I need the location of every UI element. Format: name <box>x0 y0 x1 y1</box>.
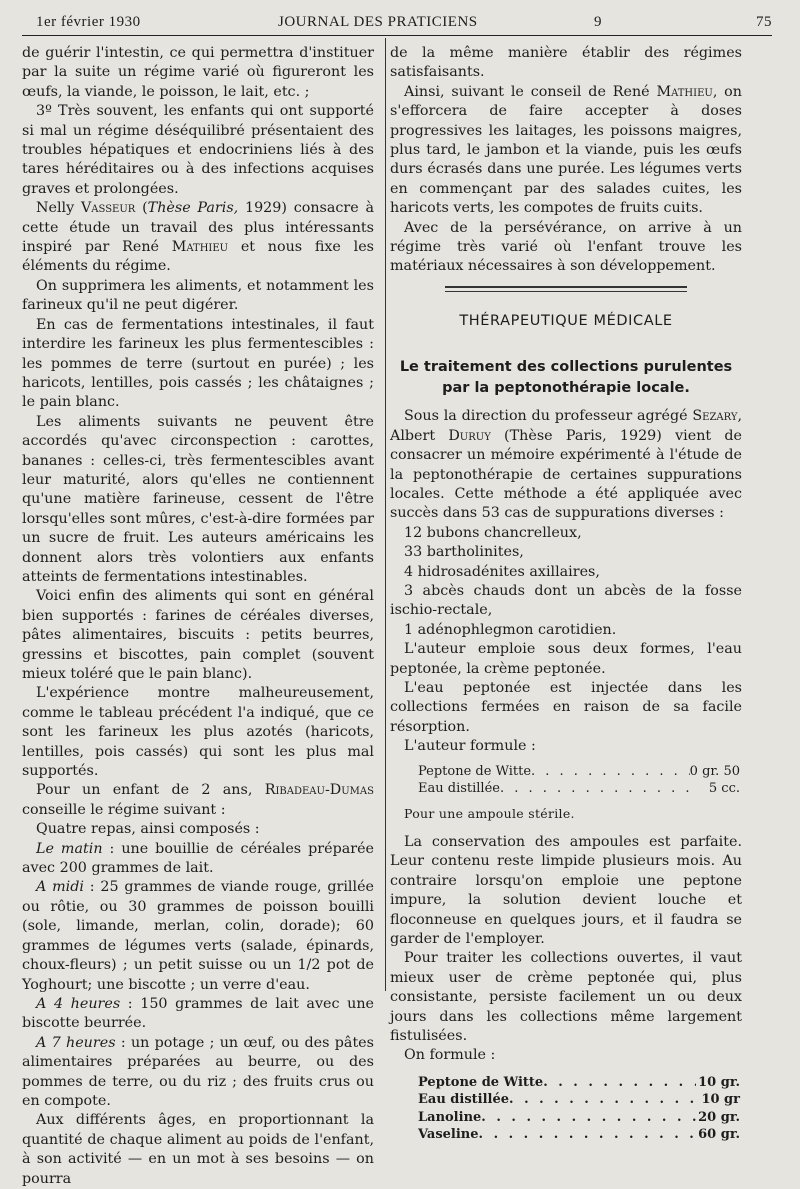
formula-row: Lanoline . . . 20 gr. <box>418 1109 740 1127</box>
paragraph: La conservation des ampoules est parfaite. Leur contenu reste limpide plusieurs mois. Au contraire lorsqu'on emploie une peptone impure, la solution devient louche et floconneuse en quelques jours, et il faudra se garder de l'employer. <box>390 834 742 948</box>
case-item: 4 hidrosadénites axillaires, <box>404 563 600 580</box>
paragraph: Sous la direction du professeur agrégé Sezary, Albert Duruy (Thèse Paris, 1929) vient de consacrer un mémoire expérimenté à l'étude de la peptonothérapie de certaines suppurations locales. Cette méthode a été appliquée avec succès dans 53 cas de suppurations diverses : <box>390 408 743 522</box>
article-title: Le traitement des collections purulentes par la peptonothérapie locale. <box>399 359 733 397</box>
running-header <box>36 14 772 36</box>
paragraph: Aux différents âges, en proportionnant la quantité de chaque aliment au poids de l'enfant, à son activité — en un mot à ses besoins — on pourra <box>22 1112 374 1187</box>
journal-title: JOURNAL DES PRATICIENS <box>278 14 478 30</box>
paragraph: de guérir l'intestin, ce qui permettra d'instituer par la suite un régime varié où figureront les œufs, la viande, le poisson, le lait, etc. ; <box>22 45 374 100</box>
paragraph: Ainsi, suivant le conseil de René Mathieu, on s'efforcera de faire accepter à doses progressives les laitages, les poissons maigres, plus tard, le jambon et la viande, puis les œufs durs écrasés dans une purée. Les légumes verts en commençant par des salades cuites, les haricots verts, les compotes de fruits cuits. <box>390 83 743 217</box>
author-name: Duruy <box>448 427 491 444</box>
paragraph: Avec de la persévérance, on arrive à un régime très varié où l'enfant trouve les matériaux nécessaires à son développement. <box>390 219 742 275</box>
section-heading: THÉRAPEUTIQUE MÉDICALE <box>459 312 673 329</box>
formula-note: Pour une ampoule stérile. <box>404 805 575 821</box>
paragraph: Quatre repas, ainsi composés : <box>36 821 260 838</box>
author-name: Mathieu <box>171 239 229 256</box>
formula-row: Vaseline . . . 60 gr. <box>418 1126 740 1144</box>
paragraph: L'eau peptonée est injectée dans les collections fermées en raison de sa facile résorption. <box>390 679 742 735</box>
paragraph: Nelly Vasseur (Thèse Paris, 1929) consacre à cette étude un travail des plus intéressants inspiré par René Mathieu et nous fixe les éléments du régime. <box>22 200 374 275</box>
issue-date: 1er février 1930 <box>36 14 141 30</box>
case-item: 3 abcès chauds dont un abcès de la fosse ischio-rectale, <box>390 582 742 619</box>
case-item: 33 bartholinites, <box>404 544 524 561</box>
formula-cream <box>418 1074 742 1144</box>
page-number: 75 <box>756 14 772 30</box>
meal-time: A 7 heures <box>36 1034 116 1051</box>
paragraph: 3º Très souvent, les enfants qui ont supporté si mal un régime déséquilibré présentaient des troubles hépatiques et endocriniens liés à des tares héréditaires ou à des infections acquises graves et prolongées. <box>22 103 374 197</box>
meal-item: Le matin : une bouillie de céréales préparée avec 200 grammes de lait. <box>22 840 374 877</box>
meal-item: A midi : 25 grammes de viande rouge, grillée ou rôtie, ou 30 grammes de poisson bouilli (sole, limande, merlan, colin, dorade); 60 grammes de légumes verts (salade, épinards, choux-fleurs) ; un petit suisse ou un 1/2 pot de Yoghourt; une biscotte ; un verre d'eau. <box>22 879 374 993</box>
paragraph: On supprimera les aliments, et notamment les farineux qu'il ne peut digérer. <box>22 277 374 314</box>
formula-row: Eau distillée . . . 5 cc. <box>418 780 740 798</box>
meal-time: A 4 heures <box>36 995 121 1012</box>
issue-number: 9 <box>594 14 602 30</box>
paragraph: L'auteur emploie sous deux formes, l'eau peptonée, la crème peptonée. <box>390 641 742 677</box>
meal-item: A 4 heures : 150 grammes de lait avec une biscotte beurrée. <box>22 995 374 1032</box>
paragraph: En cas de fermentations intestinales, il faut interdire les farineux les plus fermentescibles : les pommes de terre (surtout en purée) ; les haricots, lentilles, pois cassés ; les châtaignes ; le pain blanc. <box>22 316 374 411</box>
paragraph: Les aliments suivants ne peuvent être accordés qu'avec circonspection : carottes, bananes : celles-ci, très fermentescibles avant leur maturité, alors qu'elles ne contiennent qu'une matière farineuse, cessent de l'être lorsqu'elles sont mûres, c'est-à-dire formées par un sucre de fruit. Les auteurs américains les donnent alors très volontiers aux enfants atteints de fermentations intestinables. <box>22 413 374 585</box>
section-rule <box>445 286 687 292</box>
formula-row: Peptone de Witte . . . 0 gr. 50 <box>418 763 740 781</box>
author-name: Ribadeau-Dumas <box>264 782 374 799</box>
left-column <box>22 44 374 1189</box>
meal-time: A midi <box>36 879 84 896</box>
formula-row: Eau distillée . . . 10 gr <box>418 1091 740 1109</box>
paragraph: Voici enfin des aliments qui sont en général bien supportés : farines de céréales diverses, pâtes alimentaires, biscuits : petits beurres, gressins et biscottes, pain complet (souvent mieux toléré que le pain blanc). <box>22 588 374 682</box>
paragraph: On formule : <box>404 1047 496 1064</box>
paragraph: Pour traiter les collections ouvertes, il vaut mieux user de crème peptonée qui, plus consistante, persiste facilement un ou deux jours dans les collections même largement fistulisées. <box>390 950 742 1045</box>
paragraph: de la même manière établir des régimes satisfaisants. <box>390 45 742 81</box>
case-item: 12 bubons chancrelleux, <box>404 524 582 541</box>
paragraph: Pour un enfant de 2 ans, Ribadeau-Dumas conseille le régime suivant : <box>22 782 374 818</box>
right-column <box>390 44 742 1150</box>
thesis-reference: Thèse Paris, <box>147 200 239 217</box>
column-divider <box>385 38 386 991</box>
paragraph: L'auteur formule : <box>404 738 536 755</box>
paragraph: L'expérience montre malheureusement, comme le tableau précédent l'a indiqué, que ce sont les farineux les plus azotés (haricots, lentilles, pois cassés) qui sont les plus mal supportés. <box>22 685 374 780</box>
formula-water <box>418 763 742 798</box>
meal-item: A 7 heures : un potage ; un œuf, ou des pâtes alimentaires préparées au beurre, ou des pommes de terre, ou du riz ; des fruits crus ou en compote. <box>22 1034 374 1109</box>
author-name: Mathieu <box>656 83 713 100</box>
formula-row: Peptone de Witte . . . 10 gr. <box>418 1074 740 1092</box>
author-name: Sezary <box>692 408 738 425</box>
case-item: 1 adénophlegmon carotidien. <box>404 621 617 638</box>
author-name: Vasseur <box>80 200 136 217</box>
meal-time: Le matin <box>36 840 103 857</box>
header-rule <box>22 35 772 36</box>
